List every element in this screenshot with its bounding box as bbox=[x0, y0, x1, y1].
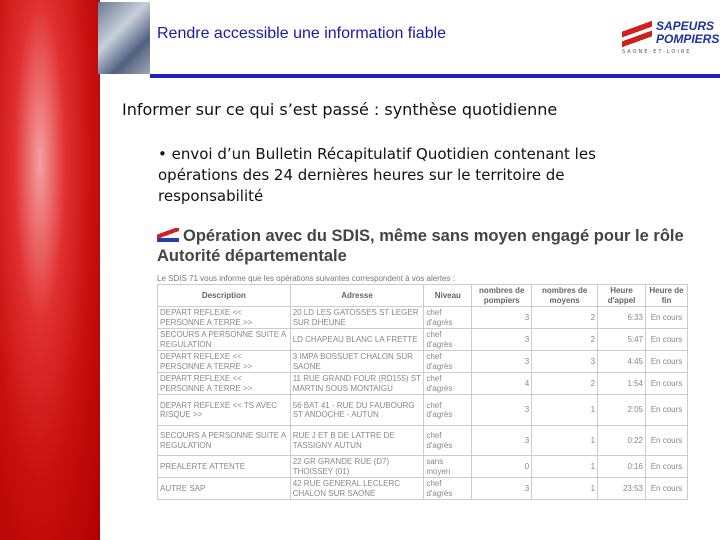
table-cell: chef d'agrès bbox=[424, 307, 472, 329]
table-row bbox=[158, 373, 688, 395]
table-cell: AUTRE SAP bbox=[158, 478, 291, 500]
table-cell: SECOURS A PERSONNE SUITE A REGULATION bbox=[158, 426, 291, 456]
bulletin-heading-text: Opération avec du SDIS, même sans moyen engagé pour le rôle Autorité départementale bbox=[157, 227, 684, 265]
table-header-row bbox=[158, 285, 688, 307]
table-cell: 5:47 bbox=[598, 329, 646, 351]
table-cell: DEPART REFLEXE << TS AVEC RISQUE >> bbox=[158, 395, 291, 426]
table-cell: RUE J ET B DE LATTRE DE TASSIGNY AUTUN bbox=[290, 426, 424, 456]
table-cell: 56 BAT 41 - RUE DU FAUBOURG ST ANDOCHE - AUTUN bbox=[290, 395, 424, 426]
bulletin-intro: Le SDIS 71 vous informe que les opérations suivantes correspondent à vos alertes : bbox=[157, 274, 455, 283]
logo-line1: SAPEURS bbox=[656, 19, 715, 33]
column-header: Heure de fin bbox=[646, 285, 688, 307]
header-collage-image bbox=[98, 2, 150, 74]
column-header: nombres de pompiers bbox=[472, 285, 532, 307]
column-header: Adresse bbox=[290, 285, 424, 307]
table-cell: 0:22 bbox=[598, 426, 646, 456]
table-cell: 2:05 bbox=[598, 395, 646, 426]
table-cell: DEPART REFLEXE << PERSONNE A TERRE >> bbox=[158, 351, 291, 373]
slide-subtitle: Informer sur ce qui s’est passé : synthèse quotidienne bbox=[122, 100, 558, 119]
table-cell: 6:33 bbox=[598, 307, 646, 329]
table-cell: chef d'agrès bbox=[424, 395, 472, 426]
table-cell: LD CHAPEAU BLANC LA FRETTE bbox=[290, 329, 424, 351]
table-cell: 22 GR GRANDE RUE (D7) THOISSEY (01) bbox=[290, 456, 424, 478]
logo-flame-icon bbox=[622, 20, 652, 48]
table-cell: 1:54 bbox=[598, 373, 646, 395]
title-divider bbox=[150, 74, 720, 78]
table-cell: 4:45 bbox=[598, 351, 646, 373]
table-row bbox=[158, 351, 688, 373]
table-cell: 3 bbox=[472, 307, 532, 329]
table-cell: 2 bbox=[532, 307, 598, 329]
table-row bbox=[158, 456, 688, 478]
table-cell: DEPART REFLEXE << PERSONNE A TERRE >> bbox=[158, 373, 291, 395]
table-cell: 3 bbox=[472, 426, 532, 456]
table-cell: En cours bbox=[646, 478, 688, 500]
column-header: Niveau bbox=[424, 285, 472, 307]
table-row bbox=[158, 426, 688, 456]
sdis-logo bbox=[620, 16, 720, 56]
operations-table bbox=[157, 284, 688, 500]
table-cell: chef d'agrès bbox=[424, 478, 472, 500]
table-cell: 42 RUE GENERAL LECLERC CHALON SUR SAONE bbox=[290, 478, 424, 500]
table-cell: 11 RUE GRAND FOUR (RD155) ST MARTIN SOUS MONTAIGU bbox=[290, 373, 424, 395]
table-cell: 23:53 bbox=[598, 478, 646, 500]
table-cell: 20 LD LES GATOSSES ST LEGER SUR DHEUNE bbox=[290, 307, 424, 329]
column-header: nombres de moyens bbox=[532, 285, 598, 307]
table-cell: 1 bbox=[532, 395, 598, 426]
table-cell: chef d'agrès bbox=[424, 373, 472, 395]
table-cell: 1 bbox=[532, 426, 598, 456]
slide-title: Rendre accessible une information fiable bbox=[157, 25, 447, 42]
logo-line2: POMPIERS bbox=[656, 32, 720, 46]
table-cell: DEPART REFLEXE << PERSONNE A TERRE >> bbox=[158, 307, 291, 329]
table-cell: En cours bbox=[646, 351, 688, 373]
table-cell: chef d'agrès bbox=[424, 329, 472, 351]
table-cell: 1 bbox=[532, 478, 598, 500]
bulletin-heading bbox=[157, 226, 687, 266]
logo-sub: SAONE-ET-LOIRE bbox=[622, 49, 692, 55]
table-cell: 0 bbox=[472, 456, 532, 478]
table-row bbox=[158, 329, 688, 351]
column-header: Heure d'appel bbox=[598, 285, 646, 307]
bullet-point: • envoi d’un Bulletin Récapitulatif Quotidien contenant les opérations des 24 dernières heures sur le territoire de responsabilité bbox=[158, 145, 596, 205]
table-cell: sans moyen bbox=[424, 456, 472, 478]
table-cell: 0:16 bbox=[598, 456, 646, 478]
table-cell: PREALERTE ATTENTE bbox=[158, 456, 291, 478]
decorative-red-strip bbox=[0, 0, 100, 540]
table-cell: 2 bbox=[532, 329, 598, 351]
table-cell: 4 bbox=[472, 373, 532, 395]
table-row bbox=[158, 478, 688, 500]
table-cell: chef d'agrès bbox=[424, 351, 472, 373]
sdis-flag-icon bbox=[157, 228, 179, 242]
table-cell: 3 IMPA BOSSUET CHALON SUR SAONE bbox=[290, 351, 424, 373]
table-cell: 3 bbox=[472, 478, 532, 500]
table-cell: En cours bbox=[646, 307, 688, 329]
table-cell: 3 bbox=[472, 351, 532, 373]
table-row bbox=[158, 395, 688, 426]
table-cell: 3 bbox=[472, 329, 532, 351]
table-cell: 3 bbox=[532, 351, 598, 373]
table-cell: En cours bbox=[646, 426, 688, 456]
table-row bbox=[158, 307, 688, 329]
table-cell: SECOURS A PERSONNE SUITE A REGULATION bbox=[158, 329, 291, 351]
table-cell: 2 bbox=[532, 373, 598, 395]
table-cell: 1 bbox=[532, 456, 598, 478]
table-cell: 3 bbox=[472, 395, 532, 426]
table-cell: En cours bbox=[646, 329, 688, 351]
column-header: Description bbox=[158, 285, 291, 307]
table-cell: chef d'agrès bbox=[424, 426, 472, 456]
table-cell: En cours bbox=[646, 456, 688, 478]
table-cell: En cours bbox=[646, 373, 688, 395]
table-cell: En cours bbox=[646, 395, 688, 426]
